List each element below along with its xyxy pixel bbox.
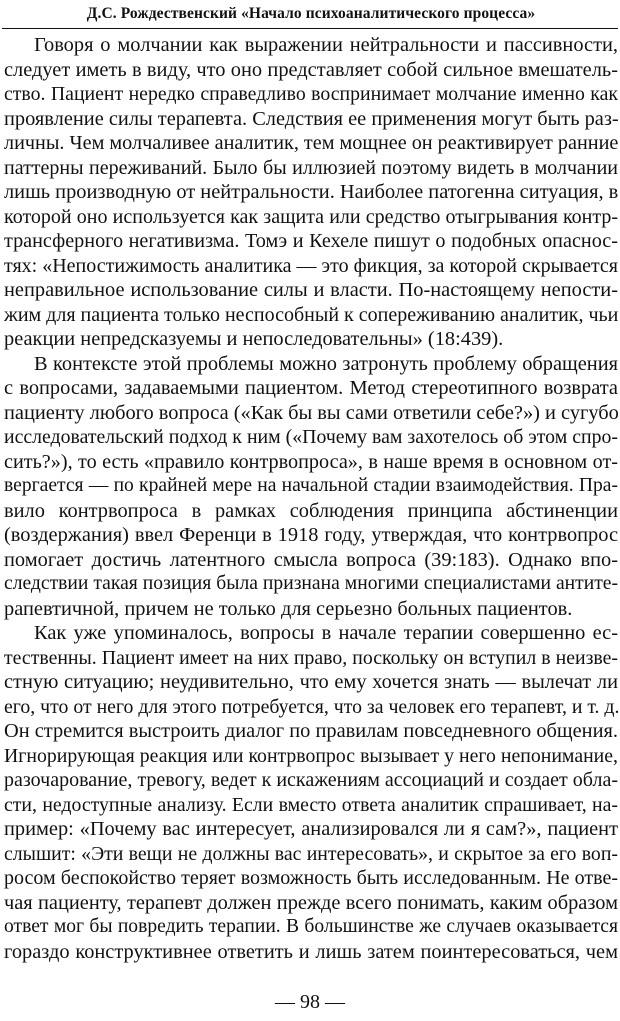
header-rule: [2, 28, 618, 29]
text-line: Он стремится выстроить диалог по правилам повседневного общения.: [4, 720, 618, 742]
text-line: чая пациенту, терапевт должен прежде всего понимать, каким образом: [4, 891, 618, 914]
text-line: пациенту любого вопроса («Как бы вы сами ответили себе?») и сугубо: [4, 401, 619, 424]
text-line: вергается — по крайней мере на начальной стадии взаимодействия. Пра-: [4, 475, 618, 496]
paragraph-3: [4, 621, 618, 964]
text-line: рапевтичной, причем не только для серьезно больных пациентов.: [4, 597, 573, 620]
text-line: тях: «Непостижимость аналитика — это фикция, за которой скрывается: [4, 254, 619, 277]
text-line: разочарование, тревогу, ведет к искажениям ассоциаций и создает обла-: [4, 769, 618, 791]
text-line: слышит: «Эти вещи не должны вас интересовать», и скрытое за его воп-: [4, 842, 618, 865]
text-line: Игнорирующая реакция или контрвопрос вызывает у него непонимание,: [4, 744, 618, 767]
text-line: личны. Чем молчаливее аналитик, тем мощнее он реактивирует ранние: [4, 132, 619, 154]
page-number: — 98 —: [275, 991, 345, 1013]
text-line: сти, недоступные анализу. Если вместо ответа аналитик спрашивает, на-: [4, 793, 618, 816]
text-line: пример: «Почему вас интересует, анализировался ли я сам?», пациент: [4, 818, 618, 840]
text-line: которой оно используется как защита или средство отыгрывания контр-: [4, 205, 618, 228]
text-line: вило контрвопроса в рамках соблюдения принципа абстиненции: [4, 499, 618, 522]
paragraph-1: [4, 33, 618, 352]
text-line: паттерны переживаний. Было бы иллюзией поэтому видеть в молчании: [4, 156, 618, 179]
text-line: Как уже упоминалось, вопросы в начале терапии совершенно ес-: [34, 622, 618, 644]
text-line: Говоря о молчании как выражении нейтральности и пассивности,: [34, 34, 618, 56]
text-line: стную ситуацию; неудивительно, что ему хочется знать — вылечат ли: [4, 671, 618, 693]
text-line: помогает достичь латентного смысла вопроса (39:183). Однако впо-: [4, 548, 618, 571]
text-line: исследовательский подход к ним («Почему вам захотелось об этом спро-: [4, 426, 618, 448]
text-line: реакции непредсказуемы и непоследовательны» (18:439).: [4, 328, 504, 350]
text-line: лишь производную от нейтральности. Наиболее патогенна ситуация, в: [4, 181, 619, 203]
text-line: ство. Пациент нередко справедливо воспринимает молчание именно как: [4, 83, 618, 105]
text-line: тественны. Пациент имеет на них право, поскольку он вступил в неизве-: [4, 646, 618, 669]
text-line: гораздо конструктивнее ответить и лишь затем поинтересоваться, чем: [4, 940, 618, 963]
text-line: следует иметь в виду, что оно представляет собой сильное вмешатель-: [4, 58, 618, 81]
text-line: жим для пациента только неспособный к сопереживанию аналитик, чьи: [4, 303, 619, 326]
text-line: следствии такая позиция была признана многими специалистами антите-: [4, 573, 618, 594]
body-text: [4, 33, 618, 964]
text-line: трансферного негативизма. Томэ и Кехеле пишут о подобных опаснос-: [4, 230, 618, 252]
text-line: его, что от него для этого потребуется, что за человек его терапевт, и т. д.: [4, 695, 620, 718]
text-line: (воздержания) ввел Ференци в 1918 году, утверждая, что контрвопрос: [4, 524, 618, 546]
text-line: с вопросами, задаваемыми пациентом. Метод стереотипного возврата: [4, 377, 618, 399]
running-head: Д.С. Рождественский «Начало психоаналитического процесса»: [86, 5, 536, 22]
text-line: проявление силы терапевта. Следствия ее применения могут быть раз-: [4, 107, 619, 130]
paragraph-2: [4, 352, 618, 622]
text-line: ответ мог бы повредить терапии. В большинстве же случаев оказывается: [4, 916, 618, 937]
text-line: сить?»), то есть «правило контрвопроса», в наше время в основном от-: [4, 450, 618, 473]
text-line: росом беспокойство теряет возможность быть исследованным. Не отве-: [4, 867, 618, 889]
text-line: В контексте этой проблемы можно затронуть проблему обращения: [34, 352, 618, 375]
text-line: неправильное использование силы и власти. По-настоящему непости-: [4, 279, 618, 301]
